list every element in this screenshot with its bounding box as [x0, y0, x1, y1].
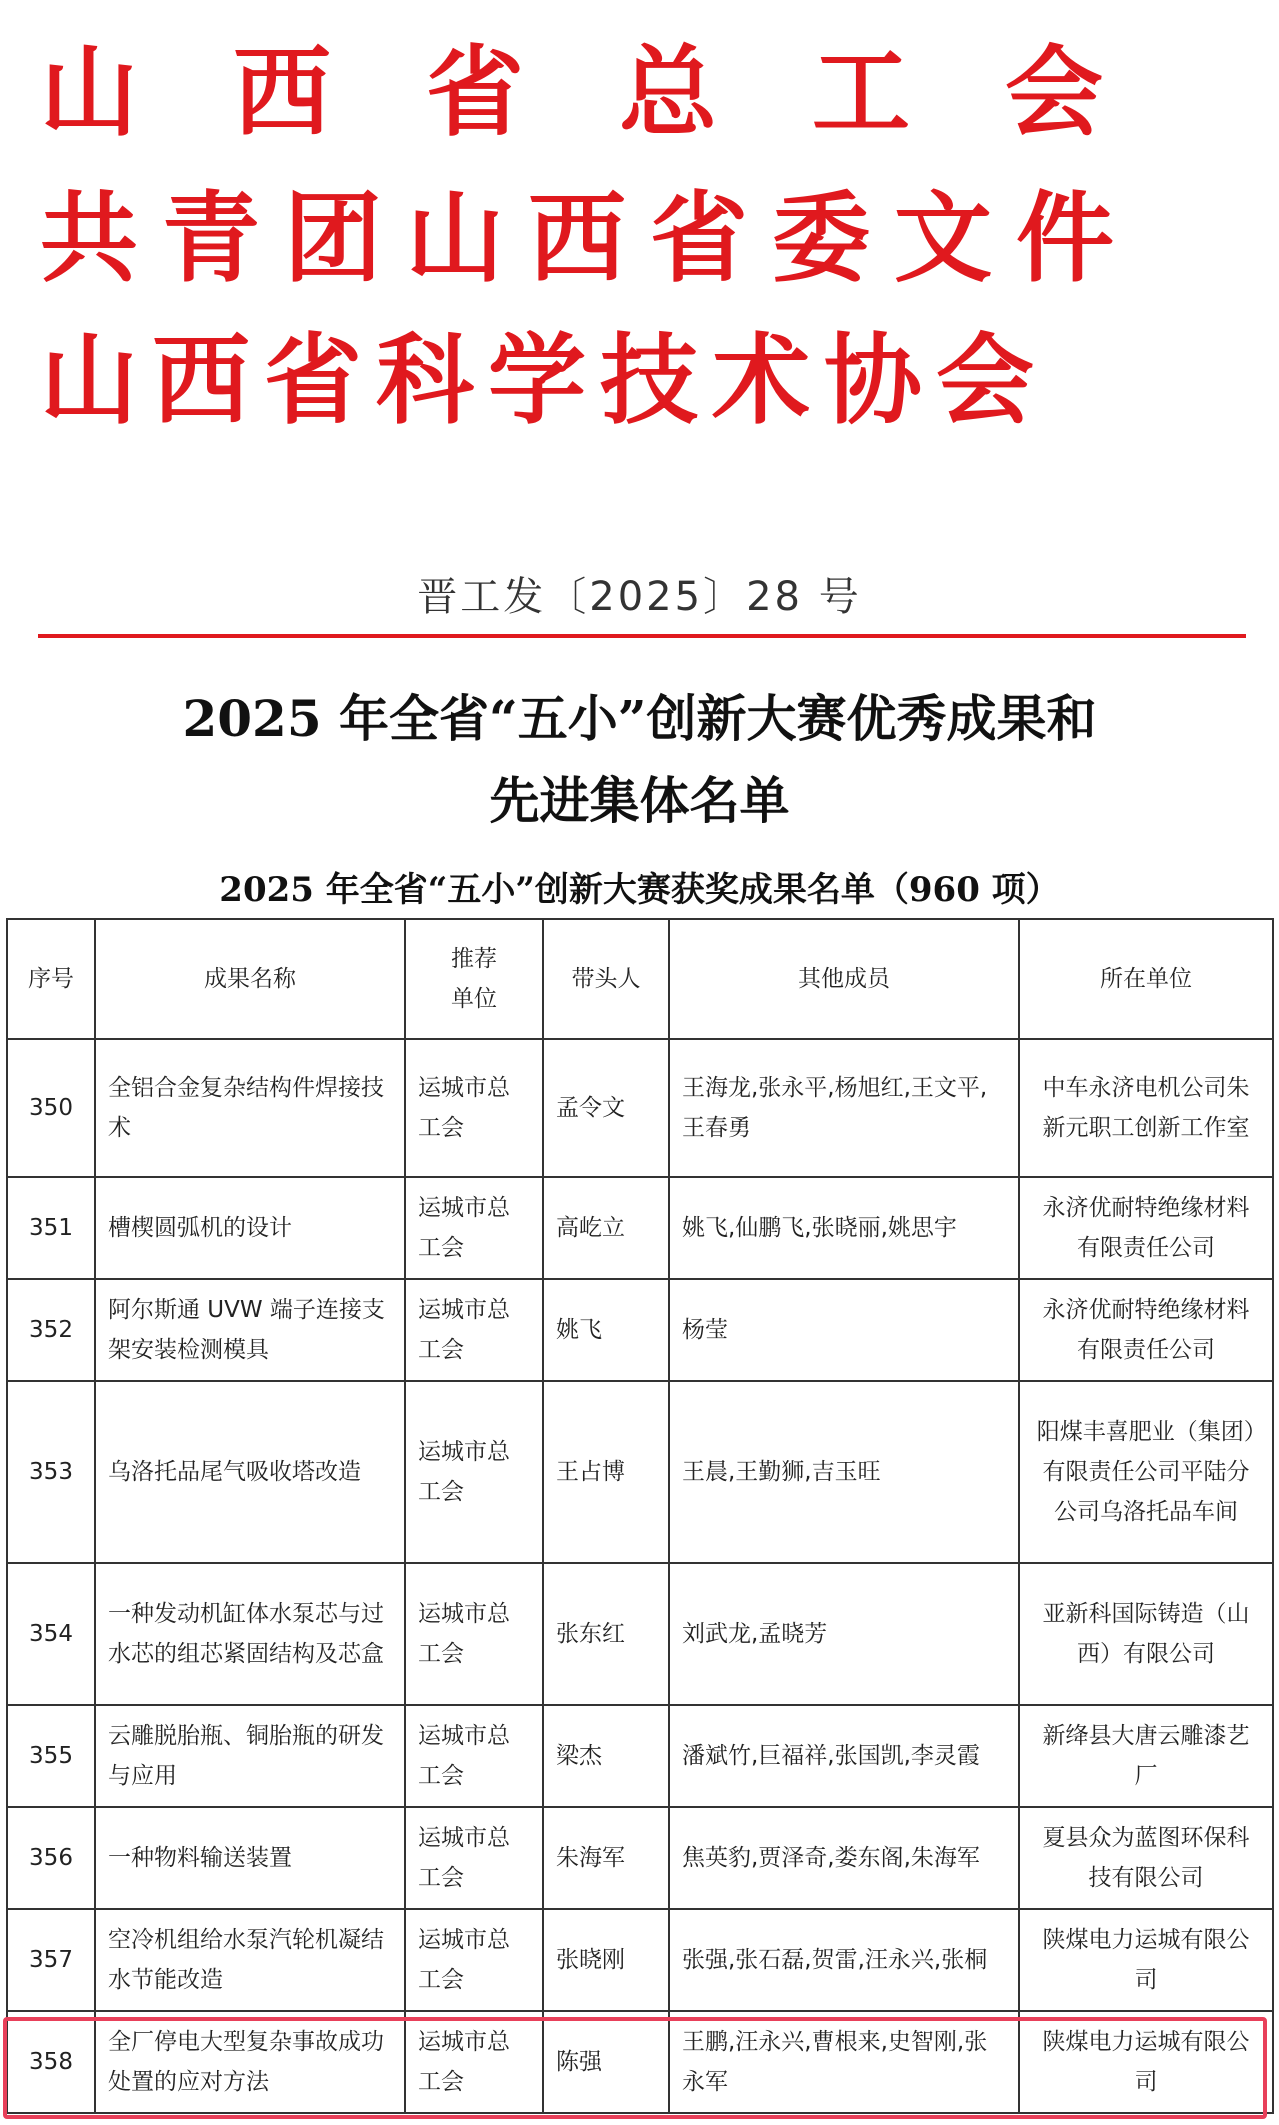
table-header-row [7, 919, 1273, 1039]
cell-name: 阿尔斯通 UVW 端子连接支架安装检测模具 [95, 1279, 405, 1381]
cell-unit: 运城市总工会 [405, 2011, 543, 2113]
document-title [0, 678, 1279, 842]
cell-no: 357 [7, 1909, 95, 2011]
cell-members: 王海龙,张永平,杨旭红,王文平,王春勇 [669, 1039, 1019, 1177]
letterhead-line-2: 共青团山西省委文件 [40, 181, 1139, 296]
cell-name: 一种物料输送装置 [95, 1807, 405, 1909]
cell-unit: 运城市总工会 [405, 1381, 543, 1563]
cell-leader: 张东红 [543, 1563, 669, 1705]
cell-name: 云雕脱胎瓶、铜胎瓶的研发与应用 [95, 1705, 405, 1807]
cell-no: 356 [7, 1807, 95, 1909]
cell-org: 永济优耐特绝缘材料有限责任公司 [1019, 1279, 1273, 1381]
title-line-2: 先进集体名单 [489, 771, 790, 830]
cell-no: 355 [7, 1705, 95, 1807]
cell-no: 353 [7, 1381, 95, 1563]
table-row [7, 1807, 1273, 1909]
table-row [7, 1039, 1273, 1177]
red-divider [38, 634, 1246, 638]
table-row [7, 1279, 1273, 1381]
cell-no: 350 [7, 1039, 95, 1177]
cell-name: 全厂停电大型复杂事故成功处置的应对方法 [95, 2011, 405, 2113]
cell-leader: 孟令文 [543, 1039, 669, 1177]
cell-org: 亚新科国际铸造（山西）有限公司 [1019, 1563, 1273, 1705]
cell-leader: 张晓刚 [543, 1909, 669, 2011]
results-table [6, 918, 1274, 2114]
cell-no: 354 [7, 1563, 95, 1705]
cell-members: 焦英豹,贾泽奇,娄东阁,朱海军 [669, 1807, 1019, 1909]
cell-org: 陕煤电力运城有限公司 [1019, 1909, 1273, 2011]
table-title: 2025 年全省“五小”创新大赛获奖成果名单（960 项） [219, 870, 1060, 910]
cell-leader: 姚飞 [543, 1279, 669, 1381]
cell-name: 空冷机组给水泵汽轮机凝结水节能改造 [95, 1909, 405, 2011]
cell-name: 乌洛托品尾气吸收塔改造 [95, 1381, 405, 1563]
cell-no: 352 [7, 1279, 95, 1381]
header-name: 成果名称 [95, 919, 405, 1039]
cell-unit: 运城市总工会 [405, 1705, 543, 1807]
header-members: 其他成员 [669, 919, 1019, 1039]
header-no: 序号 [7, 919, 95, 1039]
header-unit [405, 919, 543, 1039]
cell-org: 陕煤电力运城有限公司 [1019, 2011, 1273, 2113]
cell-leader: 高屹立 [543, 1177, 669, 1279]
cell-members: 王晨,王勤狮,吉玉旺 [669, 1381, 1019, 1563]
cell-members: 姚飞,仙鹏飞,张晓丽,姚思宇 [669, 1177, 1019, 1279]
cell-members: 潘斌竹,巨福祥,张国凯,李灵霞 [669, 1705, 1019, 1807]
letterhead-line-3: 山西省科学技术协会 [40, 323, 1049, 438]
header-org: 所在单位 [1019, 919, 1273, 1039]
cell-unit: 运城市总工会 [405, 1807, 543, 1909]
table-row [7, 1909, 1273, 2011]
header-unit-line-1: 推荐 [451, 946, 497, 972]
cell-org: 中车永济电机公司朱新元职工创新工作室 [1019, 1039, 1273, 1177]
table-row [7, 2011, 1273, 2113]
cell-members: 张强,张石磊,贺雷,汪永兴,张桐 [669, 1909, 1019, 2011]
table-row [7, 1705, 1273, 1807]
letterhead-line-1: 山西省总工会 [40, 35, 1199, 150]
cell-members: 杨莹 [669, 1279, 1019, 1381]
cell-org: 阳煤丰喜肥业（集团）有限责任公司平陆分公司乌洛托品车间 [1019, 1381, 1273, 1563]
cell-name: 一种发动机缸体水泵芯与过水芯的组芯紧固结构及芯盒 [95, 1563, 405, 1705]
header-leader: 带头人 [543, 919, 669, 1039]
table-row [7, 1563, 1273, 1705]
cell-unit: 运城市总工会 [405, 1177, 543, 1279]
header-unit-line-2: 单位 [451, 986, 497, 1012]
cell-members: 王鹏,汪永兴,曹根来,史智刚,张永军 [669, 2011, 1019, 2113]
cell-org: 夏县众为蓝图环保科技有限公司 [1019, 1807, 1273, 1909]
cell-name: 全铝合金复杂结构件焊接技术 [95, 1039, 405, 1177]
cell-name: 槽楔圆弧机的设计 [95, 1177, 405, 1279]
cell-org: 新绛县大唐云雕漆艺厂 [1019, 1705, 1273, 1807]
table-row [7, 1381, 1273, 1563]
cell-unit: 运城市总工会 [405, 1039, 543, 1177]
cell-no: 358 [7, 2011, 95, 2113]
cell-unit: 运城市总工会 [405, 1563, 543, 1705]
document-number: 晋工发〔2025〕28 号 [417, 574, 862, 620]
cell-no: 351 [7, 1177, 95, 1279]
cell-unit: 运城市总工会 [405, 1279, 543, 1381]
cell-members: 刘武龙,孟晓芳 [669, 1563, 1019, 1705]
cell-leader: 王占博 [543, 1381, 669, 1563]
cell-org: 永济优耐特绝缘材料有限责任公司 [1019, 1177, 1273, 1279]
cell-unit: 运城市总工会 [405, 1909, 543, 2011]
table-row [7, 1177, 1273, 1279]
cell-leader: 梁杰 [543, 1705, 669, 1807]
cell-leader: 朱海军 [543, 1807, 669, 1909]
title-line-1: 2025 年全省“五小”创新大赛优秀成果和 [182, 689, 1097, 748]
cell-leader: 陈强 [543, 2011, 669, 2113]
